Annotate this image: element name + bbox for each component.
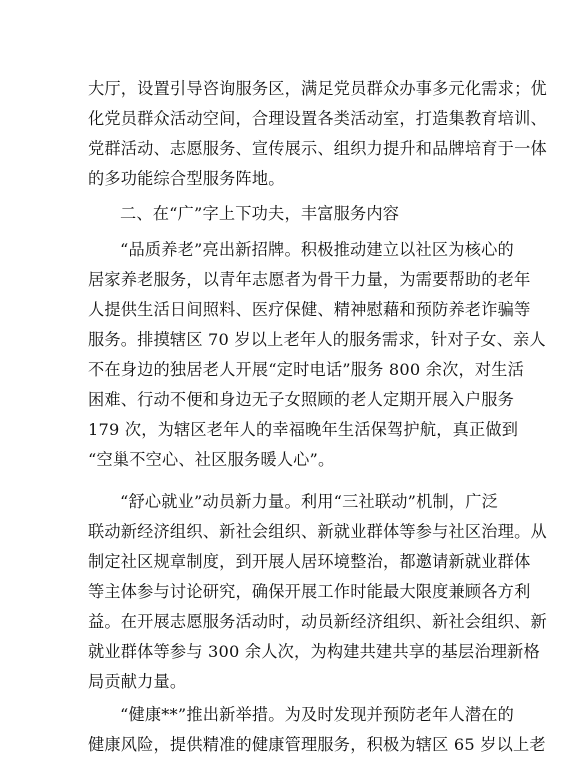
paragraph-line: 党群活动、志愿服务、宣传展示、组织力提升和品牌培育于一体 xyxy=(88,139,547,158)
paragraph-line: 困难、行动不便和身边无子女照顾的老人定期开展入户服务 xyxy=(88,390,515,409)
paragraph-line: 人提供生活日间照料、医疗保健、精神慰藉和预防养老诈骗等 xyxy=(88,300,531,319)
paragraph-line: 化党员群众活动空间，合理设置各类活动室，打造集教育培训、 xyxy=(88,109,547,128)
paragraph-line: 大厅，设置引导咨询服务区，满足党员群众办事多元化需求；优 xyxy=(88,79,547,98)
paragraph-line: 局贡献力量。 xyxy=(88,672,187,691)
paragraph-line: 服务。排摸辖区 70 岁以上老年人的服务需求，针对子女、亲人 xyxy=(88,330,546,349)
paragraph-line: 健康风险，提供精准的健康管理服务，积极为辖区 65 岁以上老 xyxy=(88,735,546,754)
paragraph-line: 联动新经济组织、新社会组织、新就业群体等参与社区治理。从 xyxy=(88,522,547,541)
section-heading: 二、在“广”字上下功夫，丰富服务内容 xyxy=(120,204,400,223)
paragraph-line: 益。在开展志愿服务活动时，动员新经济组织、新社会组织、新 xyxy=(88,612,547,631)
paragraph-line: 制定社区规章制度，到开展人居环境整治，都邀请新就业群体 xyxy=(88,552,531,571)
paragraph-line: “空巢不空心、社区服务暖人心”。 xyxy=(88,450,335,469)
paragraph-line: 179 次，为辖区老年人的幸福晚年生活保驾护航，真正做到 xyxy=(88,420,519,439)
paragraph-line: 等主体参与讨论研究，确保开展工作时能最大限度兼顾各方利 xyxy=(88,582,531,601)
paragraph-line: 就业群体等参与 300 余人次，为构建共建共享的基层治理新格 xyxy=(88,642,540,661)
paragraph-line: “舒心就业”动员新力量。利用“三社联动”机制，广泛 xyxy=(120,492,499,511)
paragraph-line: 不在身边的独居老人开展“定时电话”服务 800 余次，对生活 xyxy=(88,360,525,379)
paragraph-line: “健康**”推出新举措。为及时发现并预防老年人潜在的 xyxy=(120,705,515,724)
paragraph-line: “品质养老”亮出新招牌。积极推动建立以社区为核心的 xyxy=(120,240,514,259)
paragraph-line: 居家养老服务，以青年志愿者为骨干力量，为需要帮助的老年 xyxy=(88,270,531,289)
paragraph-line: 的多功能综合型服务阵地。 xyxy=(88,169,285,188)
